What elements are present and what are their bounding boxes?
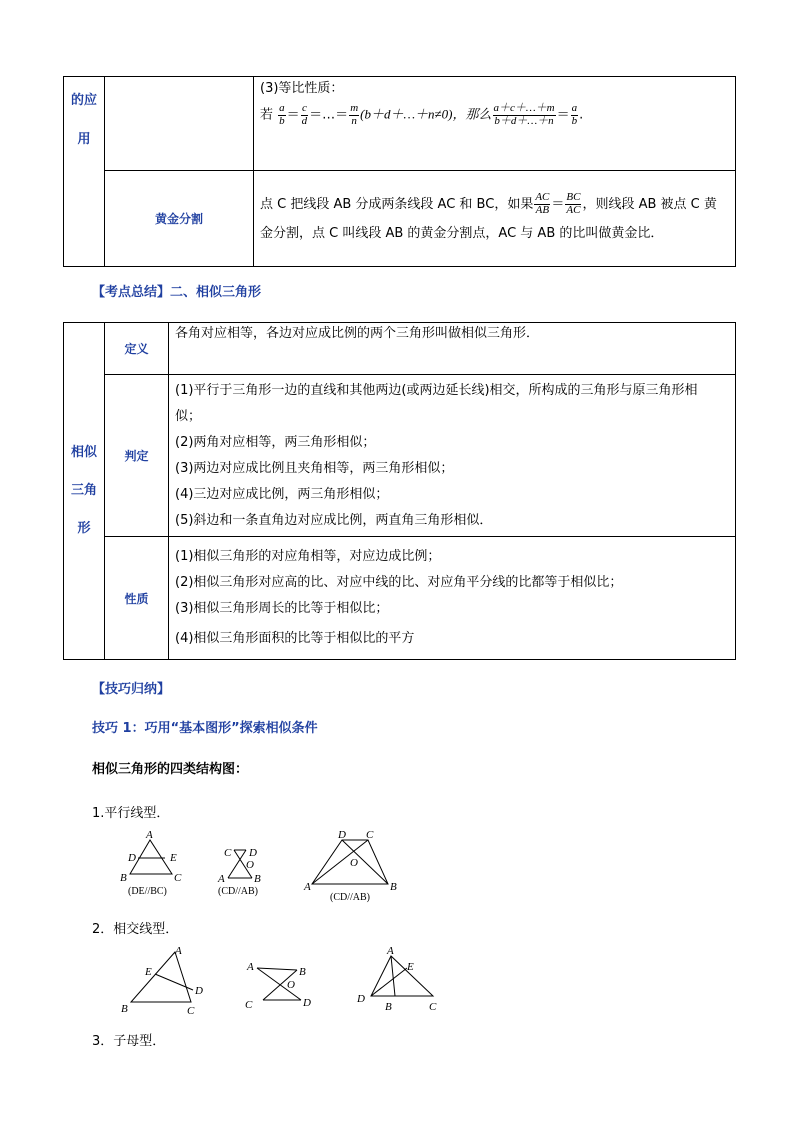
definition-text: 各角对应相等，各边对应成比例的两个三角形叫做相似三角形． bbox=[175, 326, 540, 341]
label-o2: O bbox=[246, 859, 254, 871]
properties-content bbox=[169, 537, 736, 660]
fraction-a-b: $\frac{a}{b}$ bbox=[279, 102, 285, 127]
label-a3: A bbox=[304, 881, 311, 893]
label-d: D bbox=[128, 852, 136, 864]
label-c6: C bbox=[429, 1001, 437, 1013]
table1-left-label-1: 的应 bbox=[70, 93, 97, 108]
label-a4: A bbox=[175, 945, 182, 957]
label-c4: C bbox=[187, 1005, 195, 1016]
label-d5: D bbox=[303, 997, 311, 1009]
table2-left-label-2: 三角 bbox=[70, 483, 97, 498]
label-b3: B bbox=[390, 881, 397, 893]
label-c2: C bbox=[224, 847, 232, 859]
caption-cd-ab: (CD//AB) bbox=[218, 886, 258, 897]
label-b2: B bbox=[254, 873, 261, 885]
skill1-title: 技巧 1：巧用“基本图形”探索相似条件 bbox=[92, 721, 318, 736]
fraction-sum: $\frac{a+c+\dots+m}{b+d+\dots+n}$ bbox=[493, 102, 555, 127]
label-b6: B bbox=[385, 1001, 392, 1013]
label-a6: A bbox=[387, 945, 394, 957]
ratio-property-formula: 若 $\frac{a}{b}$ ＝ $\frac{c}{d}$ ＝…＝ $\frac{m}{n}$ (b＋d＋…＋n≠0)，那么 $\frac{a+c+\dots+m}{b+d+\dots+n}$ ＝ $\frac{a}{b}$ . bbox=[260, 102, 584, 127]
label-e: E bbox=[170, 852, 177, 864]
criteria-item: (5)斜边和一条直角边对应成比例，两直角三角形相似． bbox=[175, 512, 493, 528]
label-c5: C bbox=[245, 999, 253, 1011]
golden-section-content bbox=[254, 171, 736, 267]
label-c: C bbox=[174, 872, 182, 884]
property-item: (2)相似三角形对应高的比、对应中线的比、对应角平分线的比都等于相似比； bbox=[175, 575, 623, 590]
label-d3: D bbox=[338, 829, 346, 841]
criteria-item: 似； bbox=[175, 408, 202, 424]
fraction-m-n: $\frac{m}{n}$ bbox=[350, 102, 359, 127]
table1-row1-label bbox=[105, 77, 254, 171]
table-similar-triangles bbox=[63, 322, 736, 660]
property-item: (4)相似三角形面积的比等于相似比的平方 bbox=[175, 631, 415, 646]
fraction-ac-ab: $\frac{AC}{AB}$ bbox=[535, 190, 550, 216]
criteria-item: (4)三边对应成比例，两三角形相似； bbox=[175, 486, 389, 502]
summary-heading: 【考点总结】二、相似三角形 bbox=[92, 285, 262, 300]
label-d6: D bbox=[357, 993, 365, 1005]
table2-left-label bbox=[64, 323, 105, 660]
golden-section-label: 黄金分割 bbox=[154, 212, 203, 226]
type3-heading: 3．子母型． bbox=[92, 1034, 166, 1049]
label-a2: A bbox=[218, 873, 225, 885]
criteria-item: (1)平行于三角形一边的直线和其他两边(或两边延长线)相交，所构成的三角形与原三角形相 bbox=[175, 382, 698, 398]
property-item: (3)相似三角形周长的比等于相似比； bbox=[175, 601, 389, 616]
type1-heading: 1.平行线型． bbox=[92, 806, 170, 821]
label-c3: C bbox=[366, 829, 374, 841]
golden-section-label-cell bbox=[105, 171, 254, 267]
type2-heading: 2．相交线型． bbox=[92, 922, 179, 937]
table1-row1-content bbox=[254, 77, 736, 171]
table1-left-label bbox=[64, 77, 105, 267]
figure-intersecting-3 bbox=[371, 956, 433, 996]
fraction-c-d: $\frac{c}{d}$ bbox=[301, 102, 308, 127]
property-item: (1)相似三角形的对应角相等，对应边成比例； bbox=[175, 549, 441, 564]
caption-de-bc: (DE//BC) bbox=[128, 886, 167, 897]
label-e6: E bbox=[407, 961, 414, 973]
label-o3: O bbox=[350, 857, 358, 869]
criteria-item: (3)两边对应成比例且夹角相等，两三角形相似； bbox=[175, 460, 454, 476]
table1-left-label-2: 用 bbox=[77, 132, 91, 147]
label-d2: D bbox=[249, 847, 257, 859]
figure-de-parallel-bc bbox=[130, 840, 172, 874]
table-proportion bbox=[63, 76, 736, 267]
table2-left-label-3: 形 bbox=[77, 521, 91, 536]
label-b4: B bbox=[121, 1003, 128, 1015]
golden-section-line1: 点 C 把线段 AB 分成两条线段 AC 和 BC，如果 $\frac{AC}{AB}$ ＝ $\frac{BC}{AC}$ ，则线段 AB 被点 C 黄 bbox=[260, 190, 717, 216]
criteria-label: 判定 bbox=[124, 449, 149, 463]
definition-content bbox=[169, 323, 736, 375]
structures-title: 相似三角形的四类结构图： bbox=[92, 762, 249, 777]
properties-label: 性质 bbox=[124, 591, 149, 606]
criteria-label-cell bbox=[105, 375, 169, 537]
skills-heading: 【技巧归纳】 bbox=[92, 682, 171, 697]
fraction-a-b-result: $\frac{a}{b}$ bbox=[571, 102, 578, 127]
table2-left-label-1: 相似 bbox=[70, 445, 97, 460]
figure-intersecting-1 bbox=[131, 952, 193, 1002]
label-b5: B bbox=[299, 966, 306, 978]
label-a5: A bbox=[247, 961, 254, 973]
criteria-content bbox=[169, 375, 736, 537]
label-a: A bbox=[146, 829, 153, 841]
label-e4: E bbox=[145, 966, 152, 978]
label-d4: D bbox=[195, 985, 203, 997]
definition-label-cell bbox=[105, 323, 169, 375]
caption-cd-ab-2: (CD//AB) bbox=[330, 892, 370, 903]
golden-section-line2: 金分割，点 C 叫线段 AB 的黄金分割点，AC 与 AB 的比叫做黄金比． bbox=[260, 225, 664, 241]
intersecting-line-figures bbox=[115, 942, 445, 1016]
label-b: B bbox=[120, 872, 127, 884]
trapezoid-figure bbox=[300, 826, 410, 906]
definition-label: 定义 bbox=[124, 342, 149, 356]
fraction-bc-ac: $\frac{BC}{AC}$ bbox=[566, 190, 581, 216]
properties-label-cell bbox=[105, 537, 169, 660]
ratio-property-heading: (3)等比性质： bbox=[260, 81, 344, 96]
label-o5: O bbox=[287, 979, 295, 991]
criteria-item: (2)两角对应相等，两三角形相似； bbox=[175, 434, 376, 450]
